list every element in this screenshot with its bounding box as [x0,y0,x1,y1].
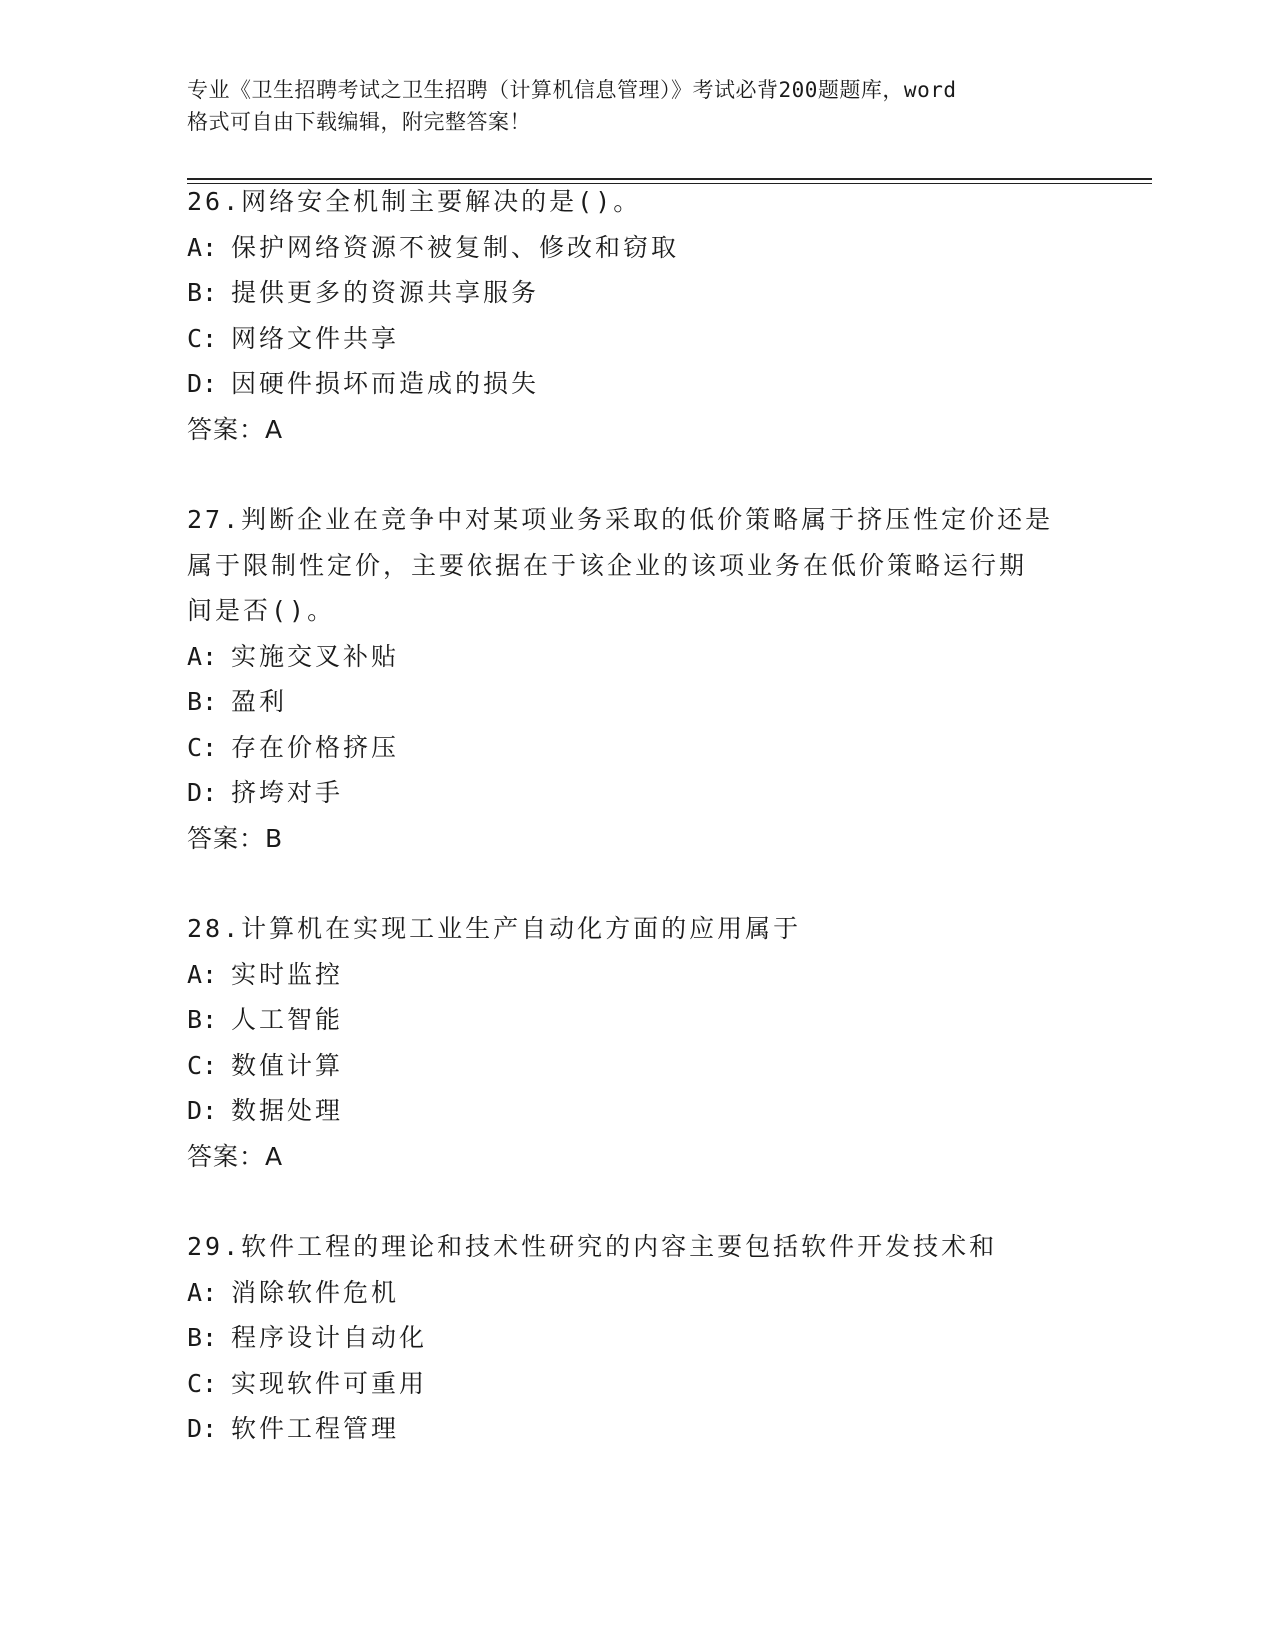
option-letter: B: [187,687,218,716]
question-26 [187,179,1117,452]
option-text: 保护网络资源不被复制、修改和窃取 [231,232,680,262]
option-letter: D: [187,1414,218,1443]
option-letter: B: [187,278,218,307]
option-letter: B: [187,1323,218,1352]
option-text: 实施交叉补贴 [231,641,400,671]
question-27 [187,497,1117,861]
option-b [187,1315,1117,1361]
option-a [187,1270,1117,1316]
option-text: 网络文件共享 [231,323,400,353]
option-letter: C: [187,1368,218,1398]
option-letter: B: [187,1005,218,1034]
option-d [187,1088,1117,1134]
option-letter: C: [187,732,218,762]
question-text: 28.计算机在实现工业生产自动化方面的应用属于 [187,914,802,943]
option-a [187,634,1117,680]
option-text: 盈利 [231,687,288,716]
option-text: 人工智能 [231,1005,344,1034]
option-text: 实现软件可重用 [231,1368,428,1398]
answer-line: 答案：A [187,1141,284,1171]
option-text: 软件工程管理 [231,1414,400,1443]
question-text: 26.网络安全机制主要解决的是()。 [187,187,642,216]
option-text: 因硬件损坏而造成的损失 [231,369,540,398]
option-c [187,1043,1117,1089]
question-text: 27.判断企业在竞争中对某项业务采取的低价策略属于挤压性定价还是 [187,505,1054,534]
option-text: 挤垮对手 [231,778,344,807]
option-text: 提供更多的资源共享服务 [231,278,540,307]
option-letter: A: [187,1277,218,1307]
option-letter: C: [187,323,218,353]
option-letter: A: [187,641,218,671]
option-text: 存在价格挤压 [231,732,400,762]
option-letter: D: [187,1096,218,1125]
option-letter: D: [187,369,218,398]
option-c [187,725,1117,771]
option-letter: C: [187,1050,218,1080]
answer-line: 答案：A [187,414,284,444]
option-b [187,997,1117,1043]
option-text: 数值计算 [231,1050,344,1080]
question-text: 属于限制性定价，主要依据在于该企业的该项业务在低价策略运行期 [187,550,1028,580]
option-a [187,225,1117,271]
question-28 [187,906,1117,1179]
option-b [187,270,1117,316]
option-c [187,316,1117,362]
option-letter: D: [187,778,218,807]
option-c [187,1361,1117,1407]
option-d [187,361,1117,407]
option-letter: A: [187,232,218,262]
option-b [187,679,1117,725]
option-a [187,952,1117,998]
answer-line: 答案：B [187,823,284,853]
question-text: 间是否()。 [187,596,336,625]
question-29 [187,1224,1117,1452]
document-header [187,74,1087,138]
option-d [187,770,1117,816]
option-letter: A: [187,959,218,989]
header-line-1: 专业《卫生招聘考试之卫生招聘（计算机信息管理）》考试必背200题题库，word [187,78,957,102]
option-text: 程序设计自动化 [231,1323,428,1352]
option-d [187,1406,1117,1452]
option-text: 实时监控 [231,959,344,989]
question-text: 29.软件工程的理论和技术性研究的内容主要包括软件开发技术和 [187,1232,998,1261]
option-text: 消除软件危机 [231,1277,400,1307]
option-text: 数据处理 [231,1096,344,1125]
header-line-2: 格式可自由下载编辑，附完整答案！ [187,110,531,134]
